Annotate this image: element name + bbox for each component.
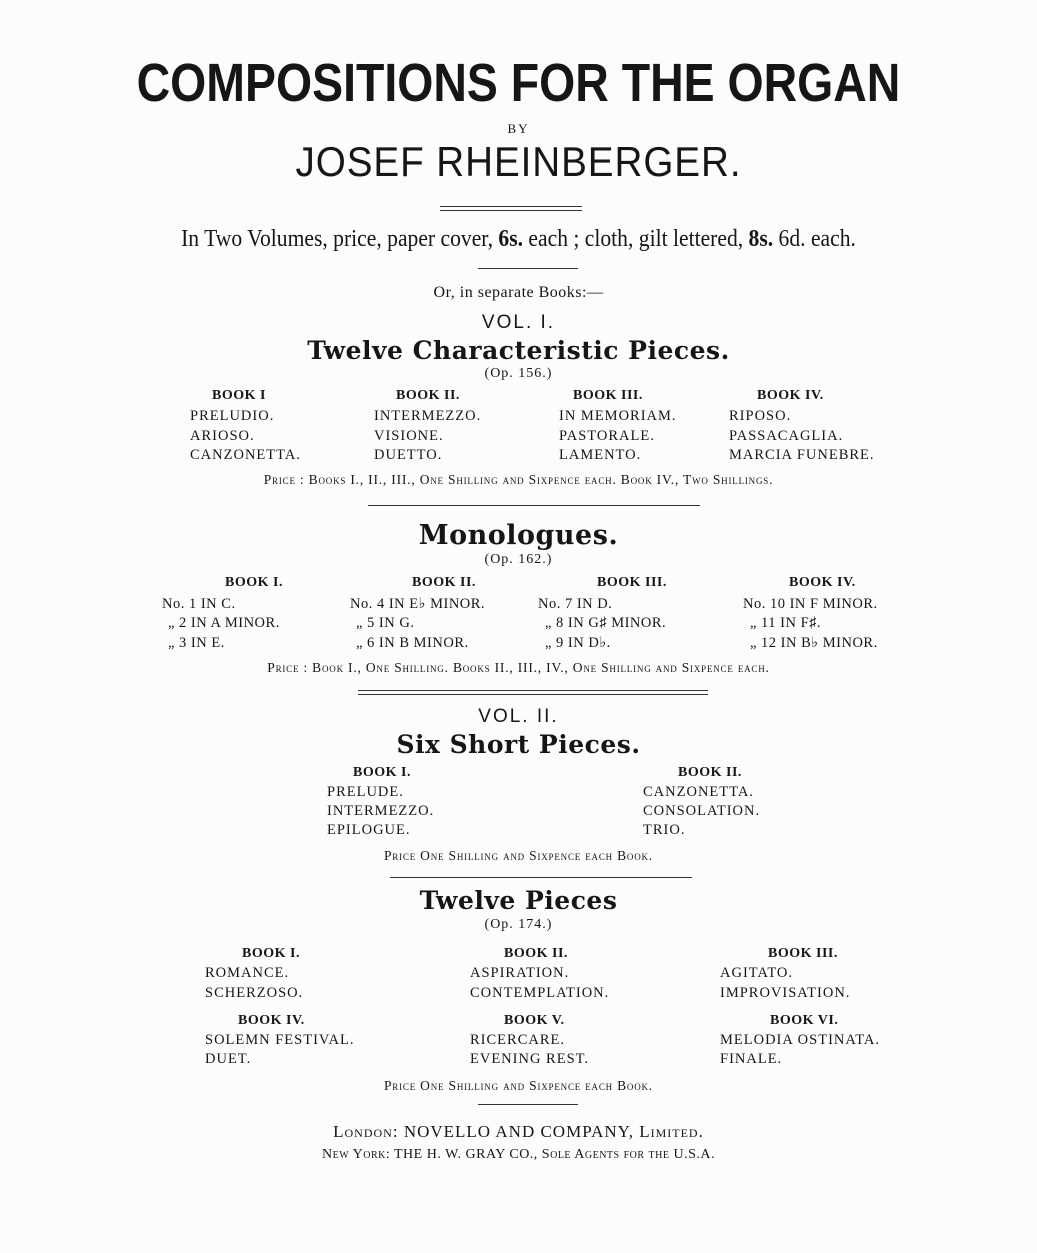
piece-title: „ 12 IN B♭ MINOR. [750,635,878,651]
piece-title: „ 11 IN F♯. [750,615,822,631]
divider [478,268,578,269]
piece-title: RICERCARE. [470,1032,565,1048]
monologues-title: Monologues. [418,520,619,551]
monologues-price: Price : Book I., One Shilling. Books II., III., IV., One Shilling and Sixpence each. [267,660,770,675]
book-header: BOOK II. [504,946,568,961]
piece-title: „ 5 IN G. [356,615,415,631]
piece-title: TRIO. [643,822,686,838]
book-header: BOOK VI. [770,1013,839,1028]
piece-title: IMPROVISATION. [720,985,851,1001]
piece-title: „ 2 IN A MINOR. [168,615,280,631]
book-header: BOOK II. [412,575,476,590]
divider-double-top [440,206,582,207]
six-short-pieces-title: Six Short Pieces. [396,730,641,759]
book-header: BOOK III. [597,575,667,590]
vol-2-label: VOL. II. [478,706,559,727]
opus-174: (Op. 174.) [484,917,553,932]
book-header: BOOK I [212,388,266,403]
price-text-2: each ; cloth, gilt lettered, [523,226,749,252]
piece-title: MARCIA FUNEBRE. [729,447,875,463]
piece-title: IN MEMORIAM. [559,408,677,424]
opus-162: (Op. 162.) [484,552,553,567]
piece-title: CANZONETTA. [643,784,754,800]
book-header: BOOK V. [504,1013,565,1028]
piece-title: INTERMEZZO. [327,803,435,819]
vol-1-label: VOL. I. [481,312,556,333]
book-header: BOOK I. [242,946,300,961]
price-text-3: each. [805,226,856,252]
piece-title: EVENING REST. [470,1051,590,1067]
divider-double-bottom [440,210,582,211]
piece-title: CONSOLATION. [643,803,761,819]
piece-title: PASSACAGLIA. [729,428,844,444]
piece-title: SCHERZOSO. [205,985,304,1001]
piece-title: ROMANCE. [205,965,290,981]
piece-title: VISIONE. [374,428,444,444]
piece-title: CANZONETTA. [190,447,301,463]
piece-title: CONTEMPLATION. [470,985,610,1001]
piece-title: FINALE. [720,1051,783,1067]
characteristic-price: Price : Books I., II., III., One Shilling and Sixpence each. Book IV., Two Shillings. [263,472,774,487]
price-text-1: In Two Volumes, price, paper cover, [181,226,499,252]
piece-title: RIPOSO. [729,408,792,424]
piece-title: „ 6 IN B MINOR. [356,635,469,651]
publisher-line: London: NOVELLO AND COMPANY, Limited. [333,1122,704,1141]
piece-title: „ 9 IN D♭. [545,635,611,651]
piece-title: EPILOGUE. [327,822,411,838]
book-header: BOOK II. [678,765,742,780]
piece-title: No. 7 IN D. [538,596,613,612]
price-paper: 6s. [498,226,524,252]
twelve-pieces-title: Twelve Pieces [419,886,618,915]
piece-title: DUETTO. [374,447,443,463]
piece-title: ASPIRATION. [470,965,570,981]
separate-books-line: Or, in separate Books:— [433,284,604,301]
book-header: BOOK III. [573,388,643,403]
piece-title: AGITATO. [720,965,794,981]
piece-title: „ 3 IN E. [168,635,225,651]
opus-156: (Op. 156.) [484,366,553,381]
piece-title: LAMENTO. [559,447,642,463]
book-header: BOOK II. [396,388,460,403]
divider-double-top [358,690,708,691]
piece-title: PASTORALE. [559,428,655,444]
composer-name: JOSEF RHEINBERGER. [295,138,742,185]
piece-title: PRELUDIO. [190,408,275,424]
book-header: BOOK I. [225,575,283,590]
piece-title: No. 1 IN C. [162,596,236,612]
piece-title: No. 4 IN E♭ MINOR. [350,596,486,612]
book-header: BOOK I. [353,765,411,780]
piece-title: SOLEMN FESTIVAL. [205,1032,355,1048]
price-cloth-shillings: 8s. [748,226,774,252]
characteristic-pieces-title: Twelve Characteristic Pieces. [307,336,730,365]
agents-line: New York: THE H. W. GRAY CO., Sole Agents for the U.S.A. [322,1147,715,1162]
divider [390,877,692,878]
divider-double-bottom [358,694,708,695]
piece-title: ARIOSO. [190,428,255,444]
book-header: BOOK III. [768,946,838,961]
book-header: BOOK IV. [757,388,824,403]
piece-title: DUET. [205,1051,252,1067]
piece-title: INTERMEZZO. [374,408,482,424]
piece-title: PRELUDE. [327,784,404,800]
price-cloth-pence: 6d. [773,226,806,252]
piece-title: MELODIA OSTINATA. [720,1032,881,1048]
six-short-price: Price One Shilling and Sixpence each Book. [384,848,653,863]
twelve-pieces-price: Price One Shilling and Sixpence each Book. [384,1078,653,1093]
book-header: BOOK IV. [238,1013,305,1028]
divider [368,505,700,506]
main-title: COMPOSITIONS FOR THE ORGAN [136,53,901,113]
divider [478,1104,578,1105]
piece-title: „ 8 IN G♯ MINOR. [545,615,667,631]
volumes-price-line [52,226,985,253]
piece-title: No. 10 IN F MINOR. [743,596,878,612]
by-line: BY [507,121,530,136]
book-header: BOOK IV. [789,575,856,590]
